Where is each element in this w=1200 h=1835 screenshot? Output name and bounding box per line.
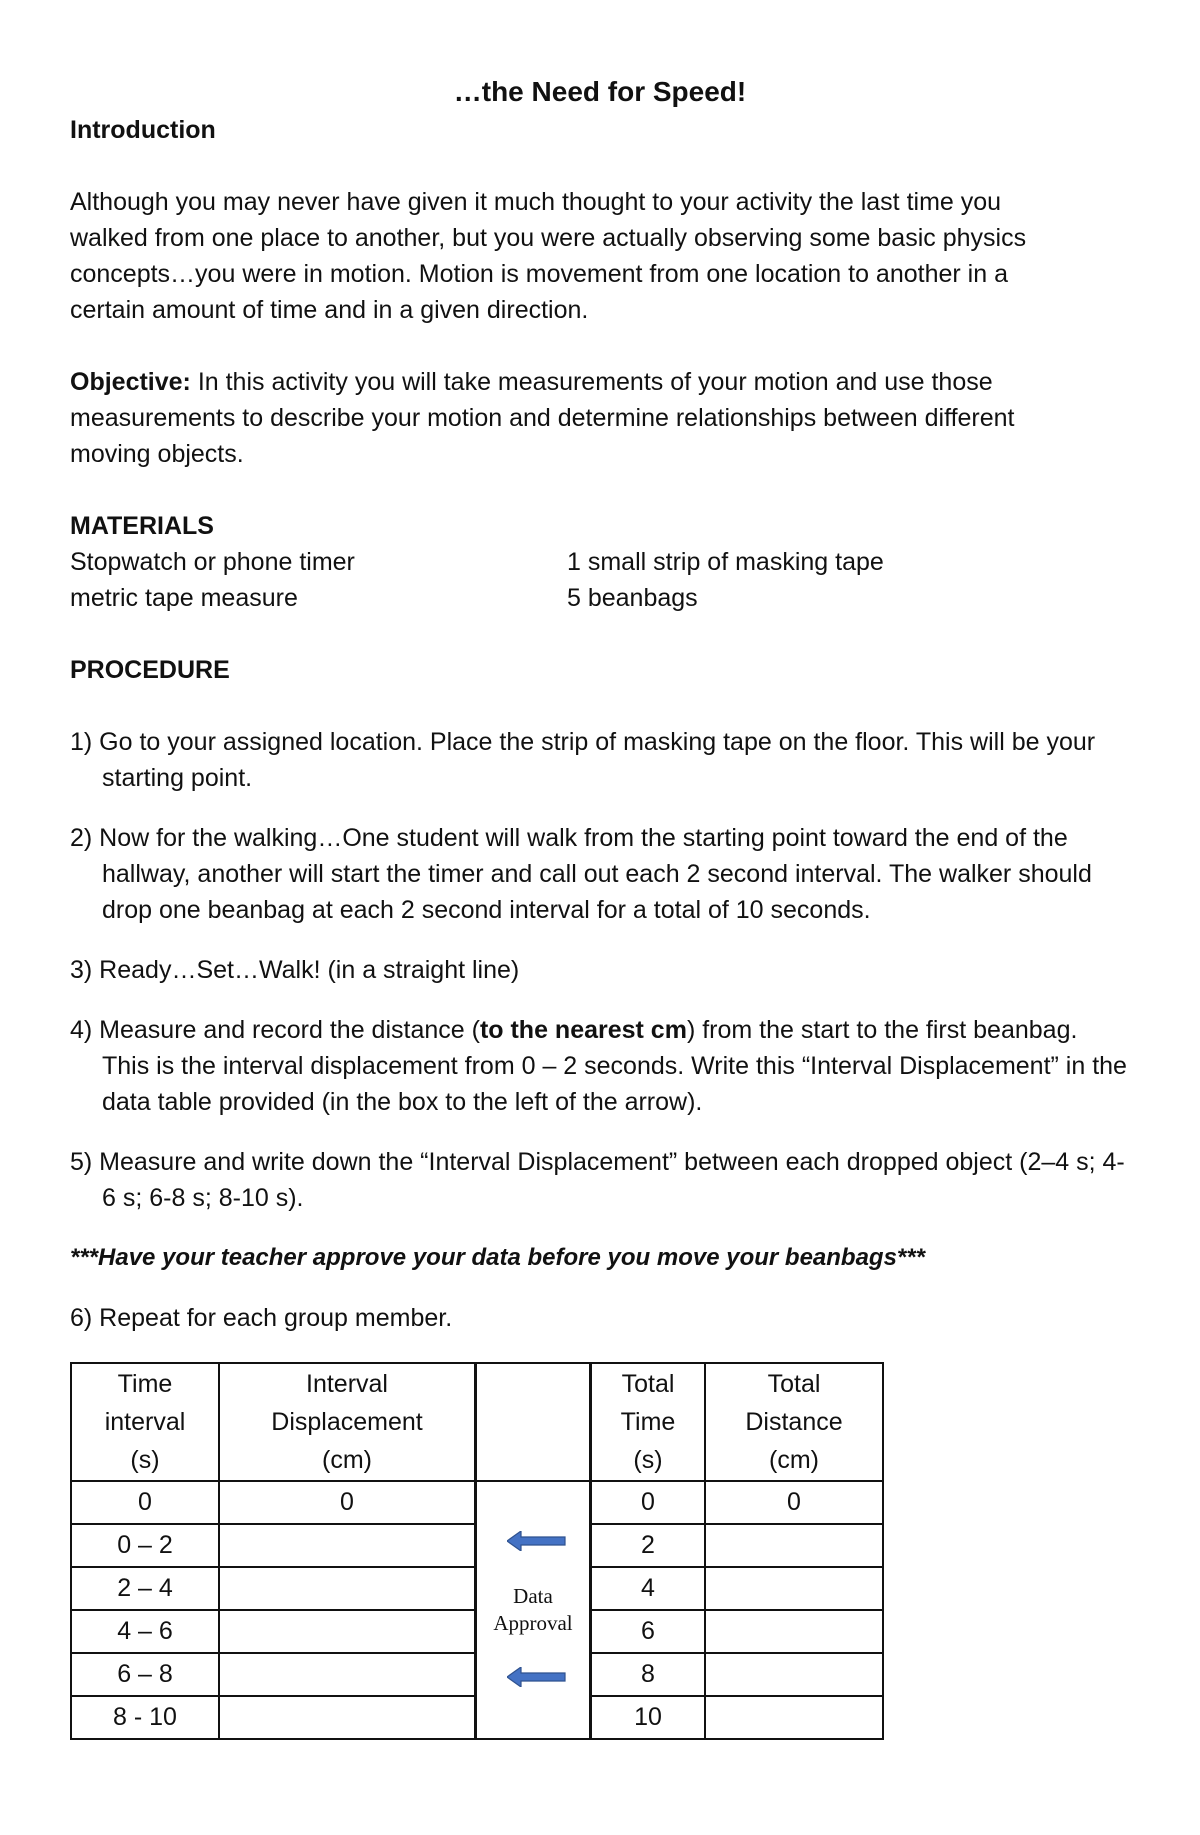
procedure-step-5: 5) Measure and write down the “Interval Displacement” between each dropped object (2–4 s; 4-6 s; 6-8 s; 8-10 s). <box>70 1148 1125 1212</box>
cell-total-time: 0 <box>591 1481 706 1524</box>
worksheet-page <box>70 72 1130 1360</box>
cell-total-time: 2 <box>591 1524 706 1567</box>
cell-interval-displacement[interactable]: 0 <box>219 1481 476 1524</box>
cell-total-distance[interactable] <box>705 1653 883 1696</box>
cell-total-distance[interactable] <box>705 1524 883 1567</box>
step4-text: ) from the start to the first beanbag. This is the interval displacement from 0 – 2 seconds. Write this “Interval Displacement” in the data table provided (in the box to the left of the arrow). <box>102 1016 1127 1116</box>
materials-row <box>70 580 1130 616</box>
cell-time-interval: 4 – 6 <box>71 1610 219 1653</box>
material-item: Stopwatch or phone timer <box>70 548 355 576</box>
cell-time-interval: 6 – 8 <box>71 1653 219 1696</box>
data-approval-cell <box>476 1481 591 1739</box>
cell-total-time: 4 <box>591 1567 706 1610</box>
teacher-approval-note: ***Have your teacher approve your data before you move your beanbags*** <box>70 1244 925 1271</box>
cell-total-distance[interactable]: 0 <box>705 1481 883 1524</box>
header-total-time: Total Time (s) <box>591 1363 706 1481</box>
cell-time-interval: 2 – 4 <box>71 1567 219 1610</box>
arrow-left-icon <box>507 1531 567 1551</box>
material-item: metric tape measure <box>70 584 298 612</box>
data-table <box>70 1362 884 1740</box>
procedure-step-1: 1) Go to your assigned location. Place the strip of masking tape on the floor. This will be your starting point. <box>70 728 1096 792</box>
procedure-heading: PROCEDURE <box>70 656 230 684</box>
cell-total-distance[interactable] <box>705 1610 883 1653</box>
cell-time-interval: 0 – 2 <box>71 1524 219 1567</box>
arrow-left-icon <box>507 1667 567 1687</box>
approval-line: Approval <box>493 1611 573 1635</box>
table-header-row <box>71 1363 883 1481</box>
intro-line: concepts…you were in motion. Motion is movement from one location to another in a <box>70 260 1008 288</box>
material-item: 1 small strip of masking tape <box>567 548 884 576</box>
cell-time-interval: 0 <box>71 1481 219 1524</box>
objective-text: In this activity you will take measurements of your motion and use those <box>190 368 993 396</box>
arrow-left-shape <box>507 1531 565 1551</box>
procedure-step-6: 6) Repeat for each group member. <box>70 1304 453 1332</box>
procedure-step-2: 2) Now for the walking…One student will walk from the starting point toward the end of the hallway, another will start the timer and call out each 2 second interval. The walker should drop one beanbag at each 2 second interval for a total of 10 seconds. <box>70 824 1092 924</box>
cell-total-time: 10 <box>591 1696 706 1739</box>
cell-interval-displacement[interactable] <box>219 1653 476 1696</box>
intro-heading: Introduction <box>70 116 216 144</box>
approval-line: Data <box>513 1584 553 1608</box>
material-item: 5 beanbags <box>567 584 698 612</box>
intro-line: walked from one place to another, but you were actually observing some basic physics <box>70 224 1027 252</box>
cell-total-time: 6 <box>591 1610 706 1653</box>
step4-text: 4) Measure and record the distance ( <box>70 1016 480 1044</box>
page-title: …the Need for Speed! <box>453 76 747 107</box>
procedure-step-3: 3) Ready…Set…Walk! (in a straight line) <box>70 956 520 984</box>
table-row <box>71 1481 883 1524</box>
cell-interval-displacement[interactable] <box>219 1696 476 1739</box>
cell-total-time: 8 <box>591 1653 706 1696</box>
cell-interval-displacement[interactable] <box>219 1524 476 1567</box>
materials-heading: MATERIALS <box>70 512 214 540</box>
header-interval-displacement: Interval Displacement (cm) <box>219 1363 476 1481</box>
cell-total-distance[interactable] <box>705 1567 883 1610</box>
header-total-distance: Total Distance (cm) <box>705 1363 883 1481</box>
intro-line: certain amount of time and in a given direction. <box>70 296 589 324</box>
materials-row <box>70 544 1130 580</box>
intro-line: Although you may never have given it much thought to your activity the last time you <box>70 188 1002 216</box>
cell-interval-displacement[interactable] <box>219 1567 476 1610</box>
objective-line: moving objects. <box>70 440 244 468</box>
cell-total-distance[interactable] <box>705 1696 883 1739</box>
procedure-step-4 <box>70 1012 1130 1120</box>
cell-time-interval: 8 - 10 <box>71 1696 219 1739</box>
header-time-interval: Time interval (s) <box>71 1363 219 1481</box>
objective-line <box>70 364 1130 400</box>
cell-interval-displacement[interactable] <box>219 1610 476 1653</box>
objective-label: Objective: <box>70 368 191 396</box>
objective-line: measurements to describe your motion and determine relationships between different <box>70 404 1015 432</box>
step4-emphasis: to the nearest cm <box>479 1016 687 1044</box>
header-approval-blank <box>476 1363 591 1481</box>
data-approval-label <box>477 1583 589 1637</box>
arrow-left-shape <box>507 1667 565 1687</box>
